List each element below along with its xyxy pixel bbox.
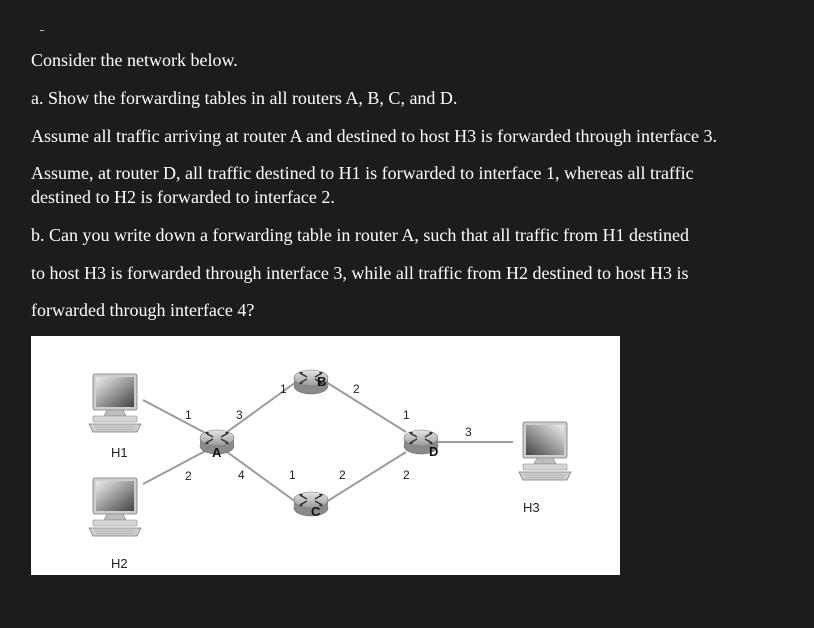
- router-b-interface-1: 1: [280, 382, 287, 396]
- network-diagram-svg: [31, 336, 620, 575]
- router-c-interface-2: 2: [339, 468, 346, 482]
- host-h3-label: H3: [523, 500, 540, 515]
- assumption-2-line2: destined to H2 is forwarded to interface 2.: [31, 187, 335, 207]
- link-b-d: [326, 382, 406, 432]
- host-h2-computer-icon: [89, 478, 141, 536]
- network-links: [143, 382, 513, 502]
- host-h1-label: H1: [111, 445, 128, 460]
- host-h3-computer-icon: [519, 422, 571, 480]
- router-d-label: D: [429, 444, 439, 459]
- intro-text: Consider the network below.: [31, 50, 238, 70]
- host-h1-computer-icon: [89, 374, 141, 432]
- assumption-1-text: Assume all traffic arriving at router A and destined to host H3 is forwarded through interface 3.: [31, 126, 717, 146]
- part-b-line2: to host H3 is forwarded through interface 3, while all traffic from H2 destined to host H3 is: [31, 263, 689, 283]
- router-a-interface-2: 2: [185, 469, 192, 483]
- assumption-2-line1: Assume, at router D, all traffic destined to H1 is forwarded to interface 1, whereas all traffic: [31, 163, 694, 183]
- link-c-d: [326, 452, 406, 502]
- router-a-label: A: [212, 445, 222, 460]
- router-d-interface-3: 3: [465, 425, 472, 439]
- top-dash-mark: [40, 30, 44, 31]
- part-b-line3: forwarded through interface 4?: [31, 300, 255, 320]
- link-h2-a: [143, 448, 211, 484]
- router-c-interface-1: 1: [289, 468, 296, 482]
- router-d-interface-2: 2: [403, 468, 410, 482]
- router-b-label: B: [317, 374, 327, 389]
- router-a-interface-3: 3: [236, 408, 243, 422]
- part-b-line1: b. Can you write down a forwarding table in router A, such that all traffic from H1 destined: [31, 225, 689, 245]
- router-a-interface-4: 4: [238, 468, 245, 482]
- router-a-interface-1: 1: [185, 408, 192, 422]
- host-h2-label: H2: [111, 556, 128, 571]
- link-h1-a: [143, 400, 211, 436]
- part-a-text: a. Show the forwarding tables in all routers A, B, C, and D.: [31, 88, 458, 108]
- router-c-label: C: [311, 504, 321, 519]
- network-diagram: [31, 336, 620, 575]
- router-b-interface-2: 2: [353, 382, 360, 396]
- router-d-interface-1: 1: [403, 408, 410, 422]
